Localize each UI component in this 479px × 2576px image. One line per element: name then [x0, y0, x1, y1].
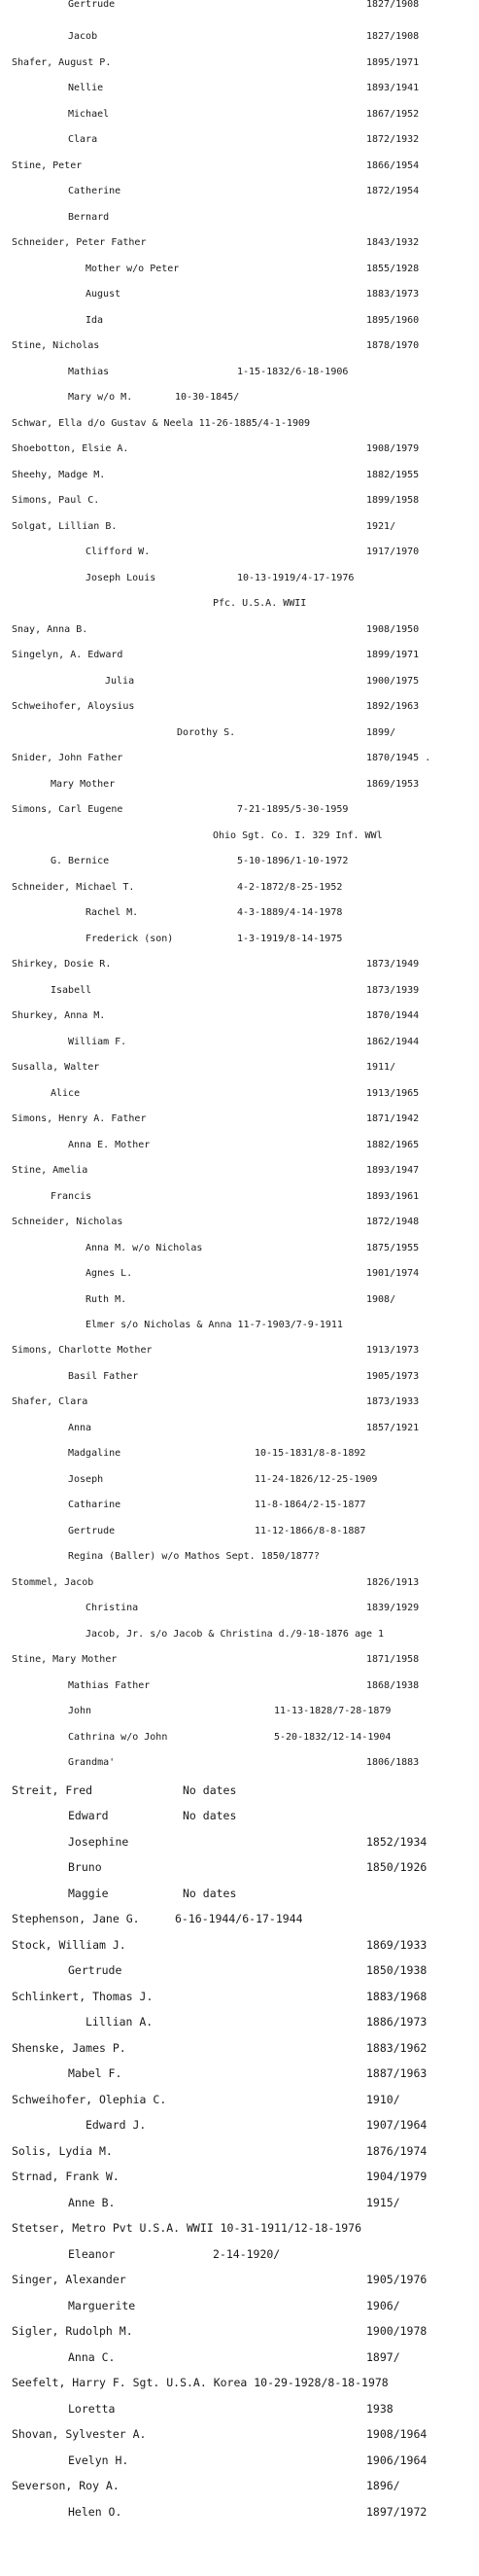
- record-name: Simons, Carl Eugene: [12, 804, 123, 815]
- record-name: Francis: [51, 1191, 92, 1202]
- record-dates: 1882/1955: [366, 470, 420, 480]
- record-line: [0, 2093, 479, 2114]
- record-line: [0, 1938, 479, 1959]
- record-line: [0, 1680, 479, 1702]
- record-line: [0, 1577, 479, 1599]
- record-name: Shoebotton, Elsie A.: [12, 443, 129, 454]
- record-line: [0, 1448, 479, 1469]
- record-dates: 1827/1908: [366, 31, 420, 42]
- record-line: [0, 1294, 479, 1316]
- record-name: Snay, Anna B.: [12, 624, 88, 635]
- record-name: Joseph Louis: [86, 573, 156, 583]
- record-line: [0, 160, 479, 182]
- record-name: Maggie: [68, 1887, 109, 1900]
- record-line: [0, 1783, 479, 1805]
- record-name: Simons, Paul C.: [12, 495, 100, 506]
- record-line: [0, 2453, 479, 2475]
- record-dates: 1892/1963: [366, 701, 420, 712]
- record-dates: 2-14-1920/: [213, 2247, 281, 2261]
- record-line: [0, 1706, 479, 1727]
- record-line: [0, 443, 479, 465]
- record-name: Susalla, Walter: [12, 1062, 100, 1073]
- record-dates: 1908/: [366, 1294, 396, 1305]
- record-dates: 1899/1971: [366, 650, 420, 660]
- record-line: [0, 753, 479, 774]
- record-line: [0, 624, 479, 646]
- record-dates: 11-12-1866/8-8-1887: [255, 1526, 366, 1536]
- record-dates: 5-20-1832/12-14-1904: [274, 1732, 392, 1743]
- record-name: Anna E. Mother: [68, 1140, 151, 1150]
- record-line: [0, 1140, 479, 1161]
- record-dates: No dates: [183, 1887, 237, 1900]
- record-dates: 1908/1950: [366, 624, 420, 635]
- record-line: [0, 985, 479, 1006]
- record-name: Anne B.: [68, 2196, 116, 2209]
- record-name: Shafer, Clara: [12, 1396, 88, 1407]
- record-line: [0, 1654, 479, 1676]
- record-line: [0, 907, 479, 929]
- record-line: [0, 2273, 479, 2294]
- record-name: Mathias: [68, 367, 110, 377]
- record-name: John: [68, 1706, 92, 1716]
- record-dates: 1905/1973: [366, 1371, 420, 1382]
- record-name: Mary Mother: [51, 779, 116, 790]
- record-name: Frederick (son): [86, 934, 174, 944]
- record-dates: 1871/1958: [366, 1654, 420, 1665]
- record-name: Clara: [68, 134, 98, 145]
- record-dates: 1897/: [366, 2350, 400, 2364]
- record-line: [0, 1990, 479, 2011]
- record-name: Mabel F.: [68, 2066, 122, 2080]
- record-line: [0, 2402, 479, 2423]
- record-line: [0, 237, 479, 259]
- record-dates: 7-21-1895/5-30-1959: [237, 804, 349, 815]
- record-line: [0, 418, 479, 440]
- record-dates: 1908/1964: [366, 2427, 428, 2441]
- record-dates: 1901/1974: [366, 1268, 420, 1279]
- record-line: [0, 1912, 479, 1933]
- record-dates: 1869/1953: [366, 779, 420, 790]
- record-dates: 1900/1978: [366, 2324, 428, 2338]
- record-line: [0, 2041, 479, 2063]
- record-line: [0, 1629, 479, 1650]
- record-line: [0, 1835, 479, 1856]
- record-name: Simons, Charlotte Mother: [12, 1345, 153, 1356]
- record-dates: 4-2-1872/8-25-1952: [237, 882, 343, 893]
- record-line: [0, 701, 479, 723]
- record-line: [0, 1809, 479, 1830]
- record-dates: 1883/1973: [366, 289, 420, 300]
- record-name: Snider, John Father: [12, 753, 123, 763]
- record-line: [0, 2221, 479, 2242]
- record-name: Gertrude: [68, 1526, 116, 1536]
- record-name: Schlinkert, Thomas J.: [12, 1990, 154, 2003]
- record-name: Nellie: [68, 83, 104, 93]
- record-dates: 1862/1944: [366, 1037, 420, 1047]
- record-dates: 1893/1961: [366, 1191, 420, 1202]
- record-name: Stetser, Metro Pvt U.S.A. WWII 10-31-1911/12-18-1976: [12, 2221, 362, 2235]
- record-line: [0, 1603, 479, 1624]
- record-line: [0, 2479, 479, 2500]
- record-dates: 1886/1973: [366, 2015, 428, 2029]
- record-name: Pfc. U.S.A. WWII: [213, 598, 307, 609]
- record-line: [0, 1345, 479, 1366]
- record-name: Jacob: [68, 31, 98, 42]
- record-name: Stephenson, Jane G.: [12, 1912, 140, 1925]
- record-dates: 1850/1926: [366, 1860, 428, 1874]
- record-name: Schweihofer, Olephia C.: [12, 2093, 167, 2106]
- record-name: Seefelt, Harry F. Sgt. U.S.A. Korea 10-29-1928/8-18-1978: [12, 2376, 389, 2389]
- record-name: Elmer s/o Nicholas & Anna 11-7-1903/7-9-1911: [86, 1320, 343, 1330]
- record-dates: 1873/1939: [366, 985, 420, 996]
- record-name: Anna C.: [68, 2350, 116, 2364]
- record-line: [0, 1191, 479, 1213]
- record-line: [0, 830, 479, 852]
- record-dates: No dates: [183, 1809, 237, 1822]
- record-name: Stine, Peter: [12, 160, 83, 171]
- record-line: [0, 727, 479, 749]
- record-line: [0, 1088, 479, 1110]
- record-name: Agnes L.: [86, 1268, 133, 1279]
- record-line: [0, 2066, 479, 2088]
- record-line: [0, 1887, 479, 1908]
- record-name: Lillian A.: [86, 2015, 154, 2029]
- record-name: Stock, William J.: [12, 1938, 126, 1952]
- record-line: [0, 2324, 479, 2346]
- record-name: Severson, Roy A.: [12, 2479, 120, 2492]
- record-line: [0, 1217, 479, 1238]
- record-line: [0, 134, 479, 156]
- record-name: Shurkey, Anna M.: [12, 1010, 106, 1021]
- record-dates: 1827/1908: [366, 0, 420, 10]
- record-line: [0, 340, 479, 362]
- record-line: [0, 2196, 479, 2217]
- record-line: [0, 1243, 479, 1264]
- record-name: Sheehy, Madge M.: [12, 470, 106, 480]
- record-name: Dorothy S.: [177, 727, 236, 738]
- record-dates: 1875/1955: [366, 1243, 420, 1253]
- record-name: Marguerite: [68, 2299, 136, 2312]
- record-name: Stine, Amelia: [12, 1165, 88, 1176]
- record-name: Helen O.: [68, 2505, 122, 2519]
- record-line: [0, 2247, 479, 2269]
- record-line: [0, 392, 479, 413]
- record-line: [0, 2170, 479, 2191]
- record-dates: 1806/1883: [366, 1757, 420, 1768]
- record-name: Bernard: [68, 212, 110, 223]
- record-dates: No dates: [183, 1783, 237, 1797]
- record-name: Rachel M.: [86, 907, 139, 918]
- record-name: Julia: [105, 676, 135, 687]
- record-name: Shenske, James P.: [12, 2041, 126, 2055]
- record-line: [0, 2015, 479, 2036]
- record-line: [0, 470, 479, 491]
- record-dates: 1855/1928: [366, 264, 420, 274]
- record-line: [0, 1268, 479, 1289]
- record-dates: 1913/1973: [366, 1345, 420, 1356]
- record-dates: 1872/1954: [366, 186, 420, 196]
- record-line: [0, 109, 479, 130]
- record-dates: 1850/1938: [366, 1963, 428, 1977]
- record-dates: 1897/1972: [366, 2505, 428, 2519]
- record-line: [0, 804, 479, 826]
- record-name: Isabell: [51, 985, 92, 996]
- record-line: [0, 264, 479, 285]
- record-line: [0, 959, 479, 980]
- record-name: Josephine: [68, 1835, 129, 1849]
- record-line: [0, 650, 479, 671]
- record-line: [0, 212, 479, 233]
- record-line: [0, 2376, 479, 2397]
- record-name: Schneider, Michael T.: [12, 882, 135, 893]
- record-line: [0, 882, 479, 903]
- record-name: Gertrude: [68, 0, 116, 10]
- record-name: Stommel, Jacob: [12, 1577, 94, 1588]
- record-dates: 1878/1970: [366, 340, 420, 351]
- record-dates: 1873/1933: [366, 1396, 420, 1407]
- record-line: [0, 2427, 479, 2449]
- record-name: Gertrude: [68, 1963, 122, 1977]
- record-dates: 1871/1942: [366, 1113, 420, 1124]
- record-line: [0, 1165, 479, 1186]
- record-name: Madgaline: [68, 1448, 121, 1459]
- record-dates: 1872/1932: [366, 134, 420, 145]
- record-dates: 10-30-1845/: [175, 392, 240, 403]
- record-line: [0, 1371, 479, 1393]
- record-dates: 1883/1962: [366, 2041, 428, 2055]
- record-dates: 1904/1979: [366, 2170, 428, 2183]
- record-dates: 1843/1932: [366, 237, 420, 248]
- record-line: [0, 779, 479, 800]
- record-dates: 1905/1976: [366, 2273, 428, 2286]
- record-name: Singer, Alexander: [12, 2273, 126, 2286]
- record-line: [0, 934, 479, 955]
- record-name: Shovan, Sylvester A.: [12, 2427, 147, 2441]
- record-name: Schwar, Ella d/o Gustav & Neela 11-26-1885/4-1-1909: [12, 418, 311, 429]
- record-dates: 1852/1934: [366, 1835, 428, 1849]
- record-dates: 1899/: [366, 727, 396, 738]
- record-dates: 10-15-1831/8-8-1892: [255, 1448, 366, 1459]
- record-dates: 5-10-1896/1-10-1972: [237, 856, 349, 866]
- record-name: August: [86, 289, 121, 300]
- record-name: Mother w/o Peter: [86, 264, 180, 274]
- record-name: Streit, Fred: [12, 1783, 93, 1797]
- record-dates: 1908/1979: [366, 443, 420, 454]
- record-dates: 4-3-1889/4-14-1978: [237, 907, 343, 918]
- record-name: Solis, Lydia M.: [12, 2144, 113, 2158]
- record-dates: 1887/1963: [366, 2066, 428, 2080]
- record-name: Ohio Sgt. Co. I. 329 Inf. WWl: [213, 830, 383, 841]
- record-dates: 1868/1938: [366, 1680, 420, 1691]
- record-line: [0, 31, 479, 53]
- record-dates: 1906/1964: [366, 2453, 428, 2467]
- record-name: G. Bernice: [51, 856, 110, 866]
- record-line: [0, 0, 479, 27]
- record-dates: 1907/1964: [366, 2118, 428, 2132]
- record-dates: 1917/1970: [366, 547, 420, 557]
- record-dates: 11-13-1828/7-28-1879: [274, 1706, 392, 1716]
- record-name: Ida: [86, 315, 104, 326]
- record-name: Catharine: [68, 1500, 121, 1510]
- record-dates: 1910/: [366, 2093, 400, 2106]
- record-dates: 1893/1941: [366, 83, 420, 93]
- record-name: Schneider, Nicholas: [12, 1217, 123, 1227]
- record-line: [0, 676, 479, 697]
- record-dates: 1-3-1919/8-14-1975: [237, 934, 343, 944]
- record-dates: 1826/1913: [366, 1577, 420, 1588]
- record-dates: 1-15-1832/6-18-1906: [237, 367, 349, 377]
- record-line: [0, 495, 479, 516]
- record-dates: 1900/1975: [366, 676, 420, 687]
- record-line: [0, 367, 479, 388]
- record-line: [0, 1526, 479, 1547]
- record-line: [0, 289, 479, 310]
- record-name: Singelyn, A. Edward: [12, 650, 123, 660]
- record-line: [0, 2505, 479, 2526]
- record-name: Edward: [68, 1809, 109, 1822]
- record-name: Alice: [51, 1088, 81, 1099]
- record-dates: 1906/: [366, 2299, 400, 2312]
- record-name: Grandma': [68, 1757, 116, 1768]
- record-name: Anna M. w/o Nicholas: [86, 1243, 203, 1253]
- record-name: Ruth M.: [86, 1294, 127, 1305]
- record-dates: 11-8-1864/2-15-1877: [255, 1500, 366, 1510]
- record-name: Evelyn H.: [68, 2453, 129, 2467]
- record-line: [0, 2299, 479, 2320]
- record-dates: 1866/1954: [366, 160, 420, 171]
- record-line: [0, 2350, 479, 2372]
- record-line: [0, 856, 479, 877]
- record-line: [0, 1551, 479, 1572]
- record-line: [0, 2144, 479, 2166]
- record-dates: 1867/1952: [366, 109, 420, 120]
- record-name: Mary w/o M.: [68, 392, 133, 403]
- record-line: [0, 1732, 479, 1753]
- record-dates: 6-16-1944/6-17-1944: [175, 1912, 303, 1925]
- record-name: Sigler, Rudolph M.: [12, 2324, 133, 2338]
- record-dates: 10-13-1919/4-17-1976: [237, 573, 355, 583]
- record-dates: 1913/1965: [366, 1088, 420, 1099]
- record-name: Basil Father: [68, 1371, 139, 1382]
- record-name: Solgat, Lillian B.: [12, 521, 118, 532]
- record-line: [0, 1062, 479, 1083]
- record-name: Simons, Henry A. Father: [12, 1113, 147, 1124]
- record-line: [0, 1423, 479, 1444]
- record-name: Stine, Nicholas: [12, 340, 100, 351]
- record-line: [0, 598, 479, 619]
- record-line: [0, 1113, 479, 1135]
- record-dates: 1896/: [366, 2479, 400, 2492]
- record-line: [0, 1320, 479, 1341]
- record-name: Mathias Father: [68, 1680, 151, 1691]
- record-name: Jacob, Jr. s/o Jacob & Christina d./9-18-1876 age 1: [86, 1629, 385, 1640]
- record-dates: 1893/1947: [366, 1165, 420, 1176]
- record-dates: 1839/1929: [366, 1603, 420, 1613]
- record-name: Shafer, August P.: [12, 57, 112, 68]
- record-name: Regina (Baller) w/o Mathos Sept. 1850/1877?: [68, 1551, 320, 1562]
- record-dates: 1895/1960: [366, 315, 420, 326]
- record-dates: 1911/: [366, 1062, 396, 1073]
- record-line: [0, 1757, 479, 1779]
- record-dates: 11-24-1826/12-25-1909: [255, 1474, 378, 1485]
- record-dates: 1882/1965: [366, 1140, 420, 1150]
- record-dates: 1876/1974: [366, 2144, 428, 2158]
- record-name: Joseph: [68, 1474, 104, 1485]
- record-name: Michael: [68, 109, 110, 120]
- record-name: Cathrina w/o John: [68, 1732, 168, 1743]
- record-name: Schweihofer, Aloysius: [12, 701, 135, 712]
- record-name: Anna: [68, 1423, 92, 1433]
- record-line: [0, 315, 479, 336]
- record-dates: 1869/1933: [366, 1938, 428, 1952]
- record-name: Stine, Mary Mother: [12, 1654, 118, 1665]
- record-line: [0, 521, 479, 543]
- record-dates: 1857/1921: [366, 1423, 420, 1433]
- record-line: [0, 1010, 479, 1032]
- record-name: Christina: [86, 1603, 139, 1613]
- record-line: [0, 83, 479, 104]
- record-dates: 1938: [366, 2402, 393, 2416]
- record-line: [0, 1500, 479, 1521]
- record-line: [0, 2118, 479, 2139]
- record-name: Strnad, Frank W.: [12, 2170, 120, 2183]
- record-dates: 1872/1948: [366, 1217, 420, 1227]
- record-dates: 1915/: [366, 2196, 400, 2209]
- record-dates: 1870/1944: [366, 1010, 420, 1021]
- record-name: Schneider, Peter Father: [12, 237, 147, 248]
- record-line: [0, 1037, 479, 1058]
- record-line: [0, 573, 479, 594]
- record-name: Catherine: [68, 186, 121, 196]
- record-line: [0, 186, 479, 207]
- record-line: [0, 1474, 479, 1496]
- record-name: Clifford W.: [86, 547, 151, 557]
- record-line: [0, 1860, 479, 1882]
- record-name: Bruno: [68, 1860, 102, 1874]
- record-dates: 1883/1968: [366, 1990, 428, 2003]
- record-dates: 1895/1971: [366, 57, 420, 68]
- record-name: William F.: [68, 1037, 127, 1047]
- record-line: [0, 1963, 479, 1985]
- record-name: Edward J.: [86, 2118, 147, 2132]
- record-name: Loretta: [68, 2402, 116, 2416]
- record-dates: 1870/1945 .: [366, 753, 431, 763]
- record-line: [0, 547, 479, 568]
- record-dates: 1921/: [366, 521, 396, 532]
- record-name: Shirkey, Dosie R.: [12, 959, 112, 970]
- record-dates: 1899/1958: [366, 495, 420, 506]
- record-line: [0, 57, 479, 79]
- record-line: [0, 1396, 479, 1418]
- record-dates: 1873/1949: [366, 959, 420, 970]
- record-name: Eleanor: [68, 2247, 116, 2261]
